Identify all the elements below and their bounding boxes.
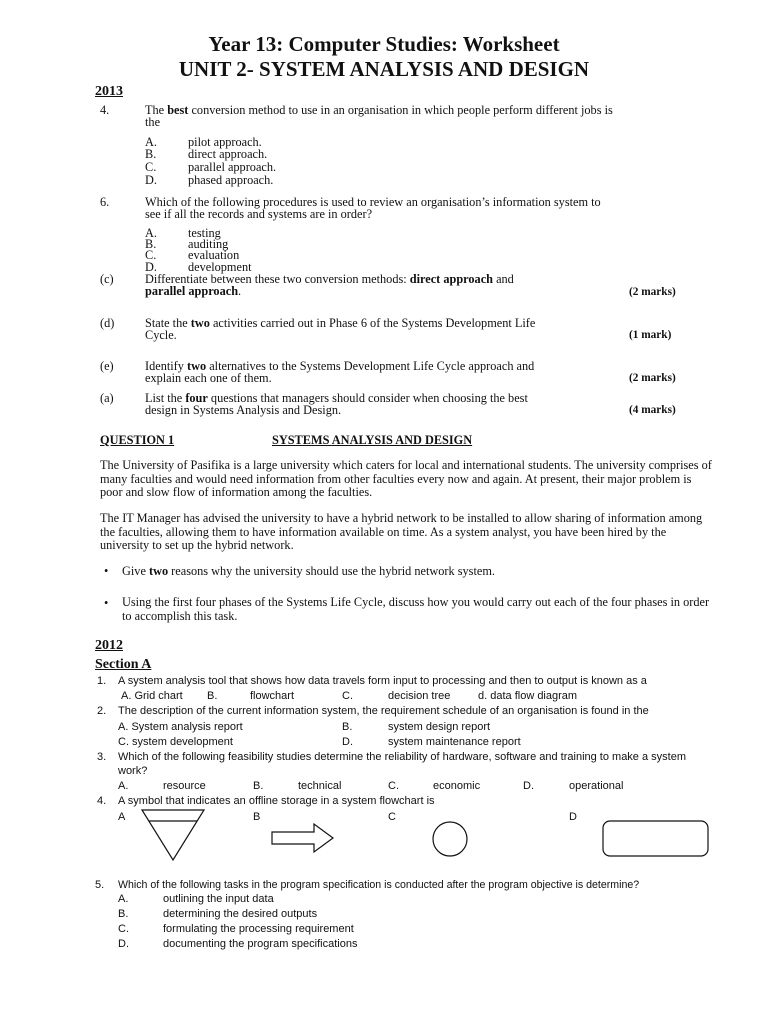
year-heading-2012: 2012: [95, 638, 123, 653]
question-text-bold: two: [187, 359, 207, 373]
option-text: pilot approach.: [188, 135, 262, 149]
option-letter: D.: [145, 260, 157, 274]
option-text: d. data flow diagram: [478, 690, 578, 702]
option-letter: C.: [388, 780, 399, 792]
option-letter: B: [253, 811, 261, 823]
option-text: C. system development: [118, 736, 233, 748]
section-heading: Section A: [95, 657, 152, 672]
question-number: 3.: [97, 751, 107, 763]
question-text-bold: parallel approach: [145, 284, 239, 298]
option-text: auditing: [188, 237, 229, 251]
question-text-bold: direct approach: [409, 272, 493, 286]
option-text: decision tree: [388, 690, 451, 702]
option-text: documenting the program specifications: [163, 938, 358, 950]
subquestion-label: (e): [100, 359, 114, 373]
question-text: the: [145, 115, 161, 129]
question-text-part: Identify: [145, 359, 188, 373]
question-text-bold: four: [185, 391, 208, 405]
option-text: resource: [163, 780, 206, 792]
option-letter: A.: [145, 135, 157, 149]
question-text-part: conversion method to use in an organisation in which people perform different jobs is: [188, 103, 613, 117]
option-text: determining the desired outputs: [163, 908, 318, 920]
question-text-part: .: [238, 284, 242, 298]
bullet-text-bold: two: [148, 564, 169, 578]
question-text-bold: best: [167, 103, 189, 117]
circle-icon: [430, 819, 470, 859]
option-letter: A.: [145, 226, 157, 240]
question-text-part: and: [493, 272, 514, 286]
option-letter: C: [388, 811, 396, 823]
question-number: 6.: [100, 195, 110, 209]
option-letter: D.: [523, 780, 534, 792]
bullet-text: Using the first four phases of the Systems Life Cycle, discuss how you would carry out each of the four phases in order to accomplish this task.: [122, 595, 710, 623]
question-label: QUESTION 1: [100, 433, 175, 447]
option-text: evaluation: [188, 248, 240, 262]
marks: (1 mark): [629, 329, 672, 341]
option-text: A. Grid chart: [121, 690, 183, 702]
option-text: flowchart: [250, 690, 295, 702]
question-number: 5.: [95, 879, 105, 891]
marks: (4 marks): [629, 404, 676, 416]
option-letter: C.: [342, 690, 353, 702]
marks: (2 marks): [629, 286, 676, 298]
option-letter: C.: [118, 923, 129, 935]
option-letter: D: [569, 811, 577, 823]
option-letter: B.: [253, 780, 264, 792]
marks: (2 marks): [629, 372, 676, 384]
option-text: formulating the processing requirement: [163, 923, 354, 935]
question-text-part: activities carried out in Phase 6 of the Systems Development Life: [209, 316, 536, 330]
question-number: 1.: [97, 675, 107, 687]
bullet-icon: •: [104, 564, 109, 578]
page-subtitle: UNIT 2- SYSTEM ANALYSIS AND DESIGN: [178, 57, 590, 81]
question-text-part: The: [145, 103, 168, 117]
question-text-part: Differentiate between these two conversion methods:: [145, 272, 410, 286]
option-letter: B.: [342, 721, 353, 733]
option-text: economic: [433, 780, 481, 792]
option-letter: C.: [145, 160, 157, 174]
option-letter: B.: [118, 908, 129, 920]
option-text: operational: [569, 780, 624, 792]
bullet-icon: •: [104, 596, 109, 610]
question-text: Which of the following procedures is used to review an organisation’s information system to: [145, 195, 601, 209]
option-text: direct approach.: [188, 147, 268, 161]
question-number: 4.: [97, 795, 107, 807]
question-text-part: alternatives to the Systems Development Life Cycle approach and: [206, 359, 535, 373]
arrow-right-icon: [270, 822, 336, 854]
option-letter: D.: [145, 173, 157, 187]
question-number: 2.: [97, 705, 107, 717]
option-letter: D.: [342, 736, 353, 748]
subquestion-label: (d): [100, 316, 115, 330]
question-text: The description of the current information system, the requirement schedule of an organisation is found in the: [118, 705, 649, 717]
bullet-text-part: Give: [122, 564, 149, 578]
subquestion-label: (a): [100, 391, 114, 405]
paragraph: The University of Pasifika is a large university which caters for local and international students. The university comprises of many faculties and would need information from other faculties every now and again. At present, their major problem is poor and slow flow of information among the faculties.: [100, 458, 712, 499]
question-text: explain each one of them.: [145, 371, 272, 385]
question-text: [145, 285, 241, 298]
option-letter: B.: [145, 237, 157, 251]
question-text: Which of the following feasibility studies determine the reliability of hardware, software and training to make a system: [118, 751, 686, 763]
option-text: development: [188, 260, 252, 274]
question-number: 4.: [100, 103, 110, 117]
question-text-bold: two: [190, 316, 210, 330]
option-text: A. System analysis report: [118, 721, 243, 733]
option-letter: A.: [118, 893, 129, 905]
bullet-text-part: reasons why the university should use the hybrid network system.: [168, 564, 495, 578]
option-letter: A.: [118, 780, 129, 792]
paragraph: The IT Manager has advised the university to have a hybrid network to be installed to allow sharing of information among the faculties, allowing them to have information available on time. As a system analyst, you have been hired by the university to set up the hybrid network.: [100, 511, 703, 552]
bullet-text: [122, 565, 495, 578]
option-letter: C.: [145, 248, 157, 262]
inverted-triangle-icon: [140, 808, 206, 863]
option-text: system maintenance report: [388, 736, 521, 748]
subquestion-label: (c): [100, 272, 114, 286]
question-text-part: State the: [145, 316, 191, 330]
question-text: [145, 317, 535, 330]
question-text: Cycle.: [145, 328, 177, 342]
year-heading-2013: 2013: [95, 84, 123, 99]
question-text: see if all the records and systems are in order?: [145, 207, 373, 221]
question-text: [145, 104, 613, 117]
option-letter: D.: [118, 938, 129, 950]
option-text: technical: [298, 780, 342, 792]
question-text: A symbol that indicates an offline storage in a system flowchart is: [118, 795, 435, 807]
page-title: Year 13: Computer Studies: Worksheet: [208, 32, 560, 56]
option-text: parallel approach.: [188, 160, 277, 174]
rounded-rectangle-icon: [601, 819, 711, 859]
question-text-part: questions that managers should consider when choosing the best: [207, 391, 528, 405]
option-text: outlining the input data: [163, 893, 274, 905]
question-text-part: List the: [145, 391, 186, 405]
question-text: work?: [118, 765, 148, 777]
question-text: design in Systems Analysis and Design.: [145, 403, 342, 417]
option-letter: B.: [145, 147, 157, 161]
question-text: A system analysis tool that shows how data travels form input to processing and then to output is known as a: [118, 675, 647, 687]
option-text: system design report: [388, 721, 491, 733]
option-text: phased approach.: [188, 173, 274, 187]
option-letter: B.: [207, 690, 218, 702]
option-letter: A: [118, 811, 126, 823]
question-heading: SYSTEMS ANALYSIS AND DESIGN: [272, 433, 473, 447]
option-text: testing: [188, 226, 221, 240]
question-text: Which of the following tasks in the program specification is conducted after the program objective is determine?: [118, 879, 640, 891]
